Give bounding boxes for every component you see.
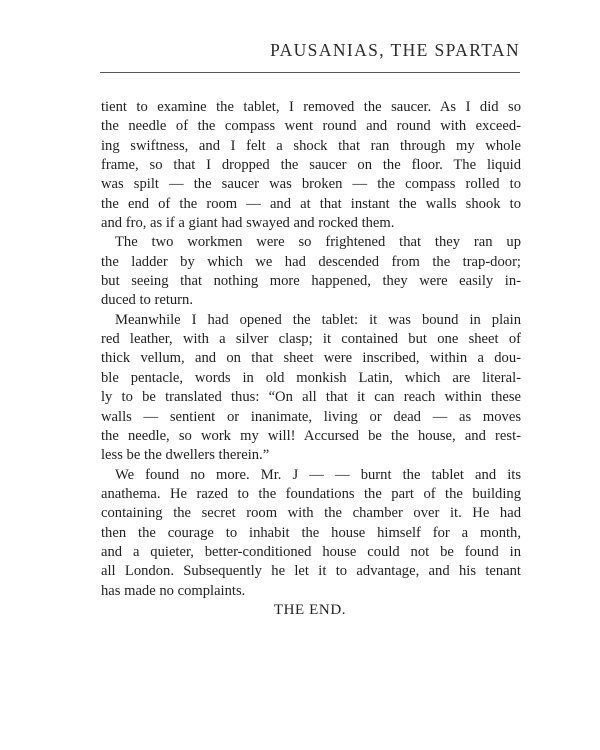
text-line: the needle of the compass went round and round with exceed-: [101, 118, 521, 135]
text-line: the needle, so work my will! Accursed be the house, and rest-: [101, 427, 521, 444]
text-line: walls — sentient or inanimate, living or dead — as moves: [101, 408, 521, 425]
paragraph: [101, 98, 521, 233]
text-line: We found no more. Mr. J — — burnt the tablet and its: [115, 466, 521, 483]
text-line: ly to be translated thus: “On all that it can reach within these: [101, 389, 521, 406]
text-line: the end of the room — and at that instant the walls shook to: [101, 195, 521, 212]
the-end-label: THE END.: [273, 602, 347, 618]
text-line: anathema. He razed to the foundations the part of the building: [101, 485, 521, 502]
text-line: ble pentacle, words in old monkish Latin, which are literal-: [101, 369, 521, 386]
text-line: and a quieter, better-conditioned house could not be found in: [101, 543, 521, 560]
text-line: was spilt — the saucer was broken — the compass rolled to: [101, 176, 521, 193]
text-line: all London. Subsequently he let it to advantage, and his tenant: [101, 563, 521, 580]
paragraph: [101, 466, 521, 601]
text-line: The two workmen were so frightened that they ran up: [115, 234, 521, 251]
text-line: tient to examine the tablet, I removed the saucer. As I did so: [101, 99, 521, 115]
text-line: red leather, with a silver clasp; it contained but one sheet of: [101, 331, 521, 348]
paragraph: [101, 311, 521, 466]
text-line: less be the dwellers therein.”: [101, 447, 270, 464]
paragraph: [101, 233, 521, 310]
text-line: and fro, as if a giant had swayed and rocked them.: [101, 215, 395, 232]
text-line: duced to return.: [101, 292, 193, 309]
text-line: but seeing that nothing more happened, they were easily in-: [101, 273, 521, 290]
text-line: thick vellum, and on that sheet were inscribed, within a dou-: [101, 350, 521, 367]
text-line: the ladder by which we had descended from the trap-door;: [101, 253, 521, 270]
text-line: Meanwhile I had opened the tablet: it was bound in plain: [115, 311, 521, 328]
header-rule: [100, 72, 520, 73]
text-line: containing the secret room with the chamber over it. He had: [101, 505, 521, 522]
text-line: ing swiftness, and I felt a shock that ran through my whole: [101, 137, 521, 154]
text-line: has made no complaints.: [101, 582, 246, 599]
text-line: then the courage to inhabit the house himself for a month,: [101, 524, 521, 541]
text-line: frame, so that I dropped the saucer on the floor. The liquid: [101, 157, 521, 174]
body-text: [101, 98, 521, 601]
running-head-title: PAUSANIAS, THE SPARTAN: [270, 40, 520, 60]
